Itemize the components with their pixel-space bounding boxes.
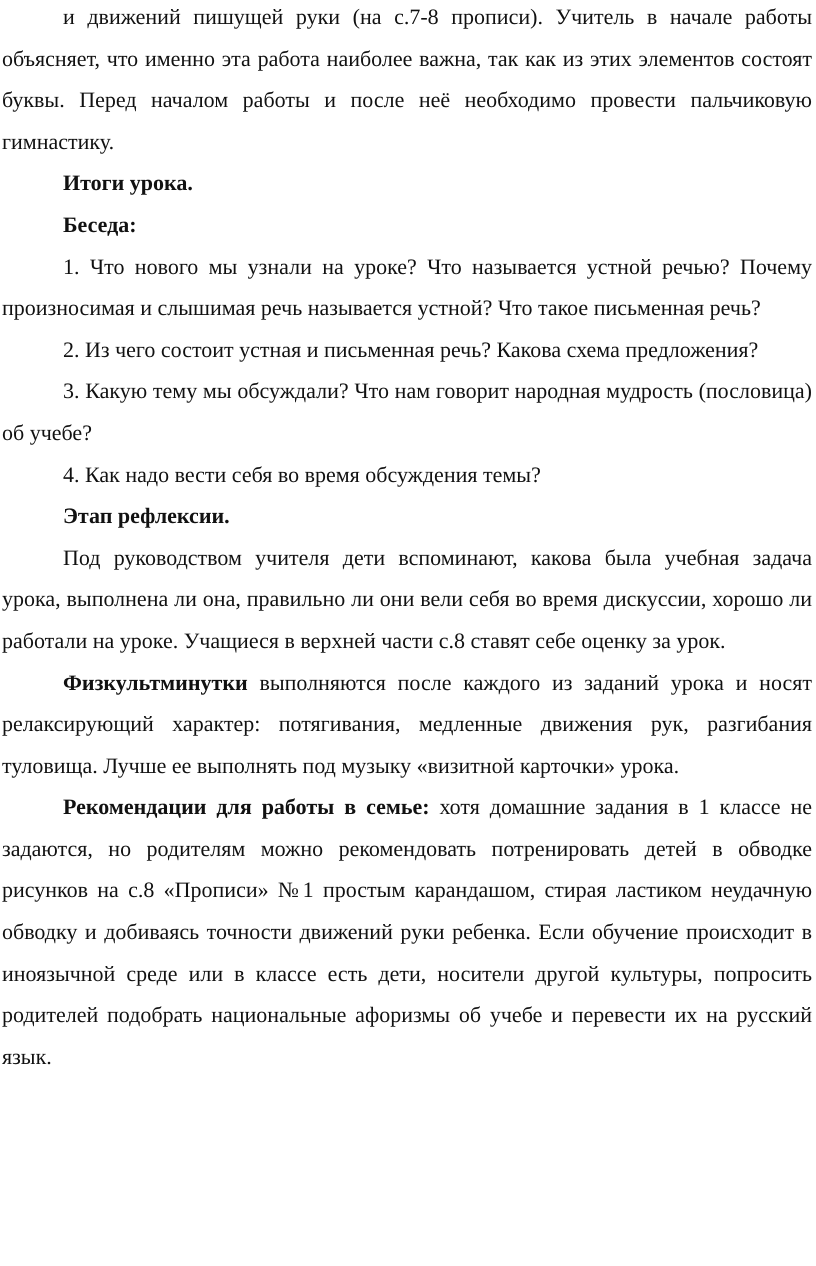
conversation-heading: Беседа: xyxy=(63,211,137,237)
reflection-heading: Этап рефлексии. xyxy=(63,503,230,529)
lesson-summary-heading: Итоги урока. xyxy=(63,170,193,196)
family-recommendations-text: хотя домашние задания в 1 классе не задаются, но родителям можно рекомендовать потренировать детей в обводке рисунков на с.8 «Прописи» №1 простым карандашом, стирая ластиком неудачную обводку и добиваясь точности движений руки ребенка. Если обучение происходит в иноязычной среде или в классе есть дети, носители другой культуры, попросить родителей подобрать национальные афоризмы об учебе и перевести их на русский язык. xyxy=(2,794,812,1069)
family-recommendations-paragraph xyxy=(2,786,812,1077)
question-1: 1. Что нового мы узнали на уроке? Что называется устной речью? Почему произносимая и слышимая речь называется устной? Что такое письменная речь? xyxy=(2,253,812,321)
reflection-paragraph: Под руководством учителя дети вспоминают, какова была учебная задача урока, выполнена ли она, правильно ли они вели себя во время дискуссии, хорошо ли работали на уроке. Учащиеся в верхней части с.8 ставят себе оценку за урок. xyxy=(2,544,812,653)
physical-exercise-paragraph xyxy=(2,662,812,787)
family-recommendations-term: Рекомендации для работы в семье: xyxy=(63,794,430,820)
question-4: 4. Как надо вести себя во время обсуждения темы? xyxy=(63,461,541,487)
question-3: 3. Какую тему мы обсуждали? Что нам говорит народная мудрость (пословица) об учебе? xyxy=(2,378,812,445)
physical-exercise-term: Физкультминутки xyxy=(63,669,248,695)
question-2: 2. Из чего состоит устная и письменная речь? Какова схема предложения? xyxy=(63,336,759,362)
intro-paragraph: и движений пишущей руки (на с.7-8 прописи). Учитель в начале работы объясняет, что именно эта работа наиболее важна, так как из этих элементов состоят буквы. Перед началом работы и после неё необходимо провести пальчиковую гимнастику. xyxy=(2,4,812,154)
physical-exercise-text: выполняются после каждого из заданий урока и носят релаксирующий характер: потягивания, медленные движения рук, разгибания туловища. Лучше ее выполнять под музыку «визитной карточки» урока. xyxy=(2,669,812,778)
